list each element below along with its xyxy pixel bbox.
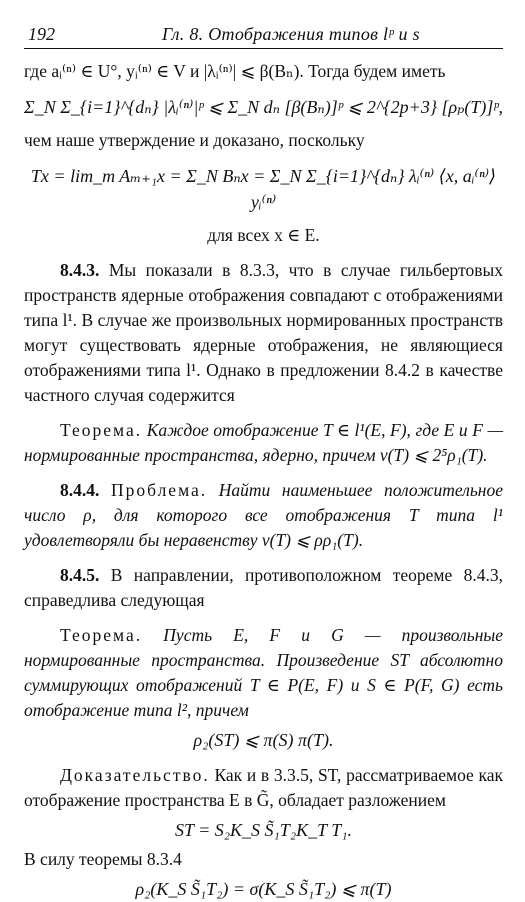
proof [24,763,503,813]
section-8-4-5 [24,563,503,613]
section-number: 8.4.3. [60,260,100,280]
display-formula: ρ₂(ST) ⩽ π(S) π(T). [193,730,334,750]
display-formula: Σ_N Σ_{i=1}^{dₙ} |λᵢ⁽ⁿ⁾|ᵖ ⩽ Σ_N dₙ [β(Bₙ)]ᵖ ⩽ 2^{2p+3} [ρₚ(T)]ᵖ, [24,97,503,117]
page-header [24,22,503,49]
text-line: чем наше утверждение и доказано, поскольку [24,130,365,150]
problem-text: Найти наименьшее положительное число ρ, для которого все отображения T типа l¹ удовлетворяли бы неравенству ν(T) ⩽ ρρ₁(T). [24,480,503,550]
display-formula: ρ₂(K_S S̃₁T₂) = σ(K_S S̃₁T₂) ⩽ π(T) [135,879,392,899]
text-line: где aᵢ⁽ⁿ⁾ ∈ U°, yᵢ⁽ⁿ⁾ ∈ V и |λᵢ⁽ⁿ⁾| ⩽ β(Bₙ). Тогда будем иметь [24,61,446,81]
display-formula: Tx = lim_m Aₘ₊₁x = Σ_N Bₙx = Σ_N Σ_{i=1}^{dₙ} λᵢ⁽ⁿ⁾ ⟨x, aᵢ⁽ⁿ⁾⟩ yᵢ⁽ⁿ⁾ [30,166,497,212]
theorem-2 [24,623,503,723]
theorem-text: Каждое отображение T ∈ l¹(E, F), где E и F — нормированные пространства, ядерно, причем ν(T) ⩽ 2⁵ρ₁(T). [24,420,503,465]
section-text: Мы показали в 8.3.3, что в случае гильбертовых пространств ядерные отображения совпадают с отображениями типа l¹. В случае же произвольных нормированных пространств могут существовать ядерные отображения, не являющиеся отображениями типа l¹. Однако в предложении 8.4.2 в качестве частного случая содержится [24,260,504,405]
theorem-1 [24,418,503,468]
running-title: Гл. 8. Отображения типов lᵖ и s [162,24,420,44]
formula-condition: для всех x ∈ E. [207,225,320,245]
theorem-label: Теорема. [60,420,143,440]
display-formula: ST = S₂K_S S̃₁T₂K_T T₁. [174,820,353,840]
section-number: 8.4.4. [60,480,100,500]
section-number: 8.4.5. [60,565,100,585]
proof-label: Доказательство. [60,765,210,785]
page-body [24,59,503,902]
theorem-text: Пусть E, F и G — произвольные нормированные пространства. Произведение ST абсолютно суммирующих отображений T ∈ P(E, F) и S ∈ P(F, G) есть отображение типа l², причем [24,625,503,720]
text-line: В силу теоремы 8.3.4 [24,849,182,869]
page-number: 192 [28,24,55,44]
section-text: В направлении, противоположном теореме 8.4.3, справедлива следующая [24,565,504,610]
problem-label: Проблема. [110,480,208,500]
section-8-4-3 [24,258,503,408]
proof-text: Как и в 3.3.5, ST, рассматриваемое как отображение пространства E в G̃, обладает разложением [24,765,504,810]
theorem-label: Теорема. [60,625,143,645]
section-8-4-4 [24,478,503,553]
